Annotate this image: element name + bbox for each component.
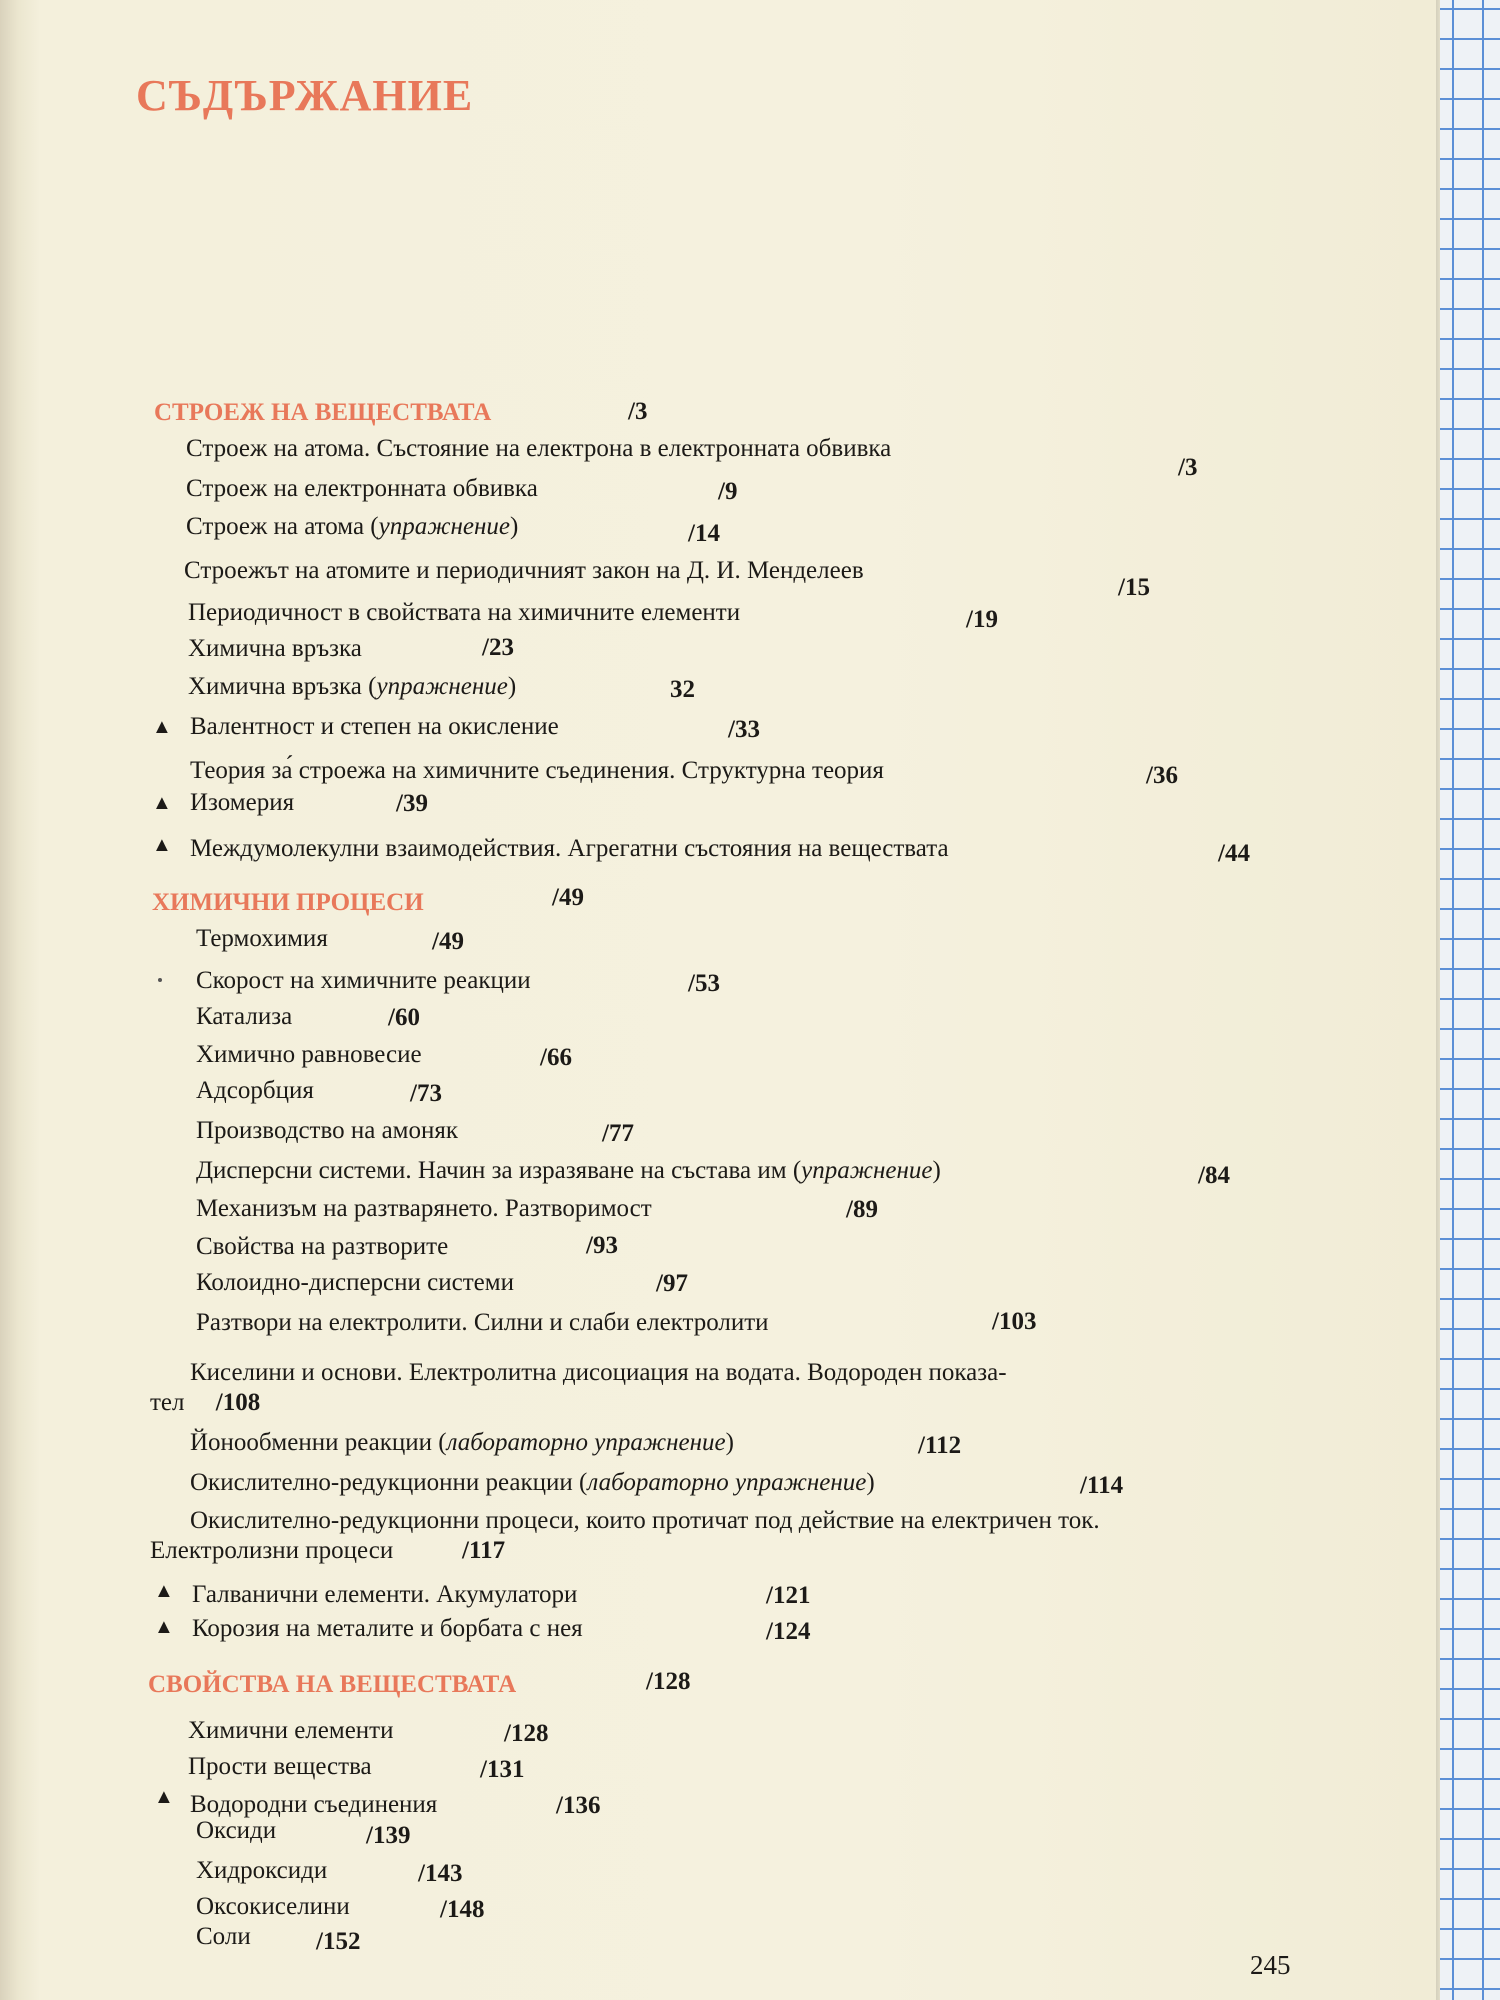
toc-page-number: /84 xyxy=(1198,1162,1230,1189)
toc-entry: Адсорбция xyxy=(196,1077,314,1104)
toc-entry: Свойства на разтворите xyxy=(196,1233,449,1260)
toc-page-number: /108 xyxy=(215,1389,261,1416)
toc-page-number: /77 xyxy=(602,1120,634,1147)
toc-page-number: /14 xyxy=(688,520,720,547)
toc-entry: Строежът на атомите и периодичният закон на Д. И. Менделеев xyxy=(184,557,864,584)
toc-page-number: /143 xyxy=(418,1860,463,1887)
triangle-marker-icon: ▲ xyxy=(154,1616,174,1638)
toc-entry: Оксокиселини xyxy=(196,1893,350,1920)
toc-page-number: /53 xyxy=(688,970,720,997)
section-heading-properties: СВОЙСТВА НА ВЕЩЕСТВАТА xyxy=(148,1671,517,1698)
toc-entry: Разтвори на електролити. Силни и слаби електролити xyxy=(196,1309,769,1336)
toc-entry: Химична връзка (упражнение) xyxy=(188,673,517,700)
toc-entry: Междумолекулни взаимодействия. Агрегатни състояния на веществата xyxy=(190,835,949,862)
toc-entry: Корозия на металите и борбата с нея xyxy=(192,1615,583,1642)
toc-page-number: /121 xyxy=(766,1582,811,1609)
toc-page-number: /23 xyxy=(482,634,514,661)
toc-entry: Теория за́ строежа на химичните съединения. Структурна теория xyxy=(190,757,884,784)
triangle-marker-icon: ▲ xyxy=(154,1786,174,1808)
toc-entry: Галванични елементи. Акумулатори xyxy=(192,1581,578,1608)
section-heading-structure: СТРОЕЖ НА ВЕЩЕСТВАТА xyxy=(154,399,492,426)
toc-page-number: /3 xyxy=(1178,454,1198,481)
toc-page-number: /36 xyxy=(1146,762,1178,789)
toc-entry: Строеж на атома. Състояние на електрона в електронната обвивка xyxy=(186,435,892,462)
toc-entry: Строеж на електронната обвивка xyxy=(186,475,538,502)
section-page-number: /128 xyxy=(646,1668,691,1695)
toc-entry: Строеж на атома (упражнение) xyxy=(186,513,519,540)
toc-entry: Производство на амоняк xyxy=(196,1117,459,1144)
toc-entry: Дисперсни системи. Начин за изразяване на състава им (упражнение) xyxy=(196,1157,941,1184)
grid-paper-background xyxy=(1440,0,1500,2000)
toc-entry: Скорост на химичните реакции xyxy=(196,967,531,994)
toc-page-number: /33 xyxy=(728,716,760,743)
toc-entry: Химична връзка xyxy=(188,635,362,662)
section-heading-processes: ХИМИЧНИ ПРОЦЕСИ xyxy=(152,889,424,916)
toc-page-number: /93 xyxy=(586,1232,618,1259)
toc-entry: Соли xyxy=(196,1923,251,1950)
toc-page-number: /112 xyxy=(918,1432,962,1459)
toc-entry: Изомерия xyxy=(190,789,295,816)
toc-page-number: /136 xyxy=(556,1792,601,1819)
toc-entry: Оксиди xyxy=(196,1817,277,1844)
toc-page-number: /152 xyxy=(316,1928,361,1955)
toc-page-number: /60 xyxy=(388,1004,420,1031)
page-number: 245 xyxy=(1250,1950,1291,1980)
toc-entry: Валентност и степен на окисление xyxy=(190,713,559,740)
triangle-marker-icon: ▲ xyxy=(152,834,172,856)
toc-entry: Колоидно-дисперсни системи xyxy=(196,1269,514,1296)
toc-page-number: 32 xyxy=(670,676,695,703)
section-page-number: /3 xyxy=(628,398,648,425)
toc-entry: Йонообменни реакции (лабораторно упражнение) xyxy=(190,1429,734,1456)
toc-page-number: /124 xyxy=(766,1618,811,1645)
ink-speck xyxy=(158,978,162,982)
toc-page-number: /114 xyxy=(1080,1472,1124,1499)
toc-page-number: /117 xyxy=(462,1537,506,1564)
triangle-marker-icon: ▲ xyxy=(152,716,172,738)
toc-page-number: /103 xyxy=(992,1308,1037,1335)
toc-entry: Периодичност в свойствата на химичните елементи xyxy=(188,599,741,626)
toc-entry: Прости вещества xyxy=(188,1753,372,1780)
triangle-marker-icon: ▲ xyxy=(152,792,172,814)
toc-entry: Механизъм на разтварянето. Разтворимост xyxy=(196,1195,652,1222)
toc-page-number: /9 xyxy=(718,478,738,505)
toc-entry: Катализа xyxy=(196,1003,293,1030)
toc-entry: Химични елементи xyxy=(188,1717,394,1744)
triangle-marker-icon: ▲ xyxy=(154,1580,174,1602)
toc-page-number: /148 xyxy=(440,1896,485,1923)
section-page-number: /49 xyxy=(552,884,584,911)
toc-page-number: /139 xyxy=(366,1822,411,1849)
toc-page-number: /73 xyxy=(410,1080,442,1107)
toc-page-number: /39 xyxy=(396,790,428,817)
toc-entry: Хидроксиди xyxy=(196,1857,328,1884)
toc-entry: Окислително-редукционни реакции (лабораторно упражнение) xyxy=(190,1469,875,1496)
toc-page-number: /97 xyxy=(656,1270,688,1297)
toc-page-number: /49 xyxy=(432,928,464,955)
toc-entry: Водородни съединения xyxy=(190,1791,438,1818)
toc-page-number: /89 xyxy=(846,1196,878,1223)
toc-page-number: /44 xyxy=(1218,840,1250,867)
toc-entry-multiline: Киселини и основи. Електролитна дисоциация на водата. Водороден показа- тел /108 xyxy=(150,1359,1007,1416)
toc-page-number: /128 xyxy=(504,1720,549,1747)
toc-page-number: /15 xyxy=(1118,574,1150,601)
page-title: СЪДЪРЖАНИЕ xyxy=(136,71,474,120)
toc-page-number: /66 xyxy=(540,1044,572,1071)
toc-page-number: /131 xyxy=(480,1756,525,1783)
toc-entry: Термохимия xyxy=(196,925,328,952)
toc-entry-multiline: Окислително-редукционни процеси, които протичат под действие на електричен ток. Електролизни процеси /117 xyxy=(150,1507,1100,1564)
toc-page-number: /19 xyxy=(966,606,998,633)
toc-entry: Химично равновесие xyxy=(196,1041,422,1068)
